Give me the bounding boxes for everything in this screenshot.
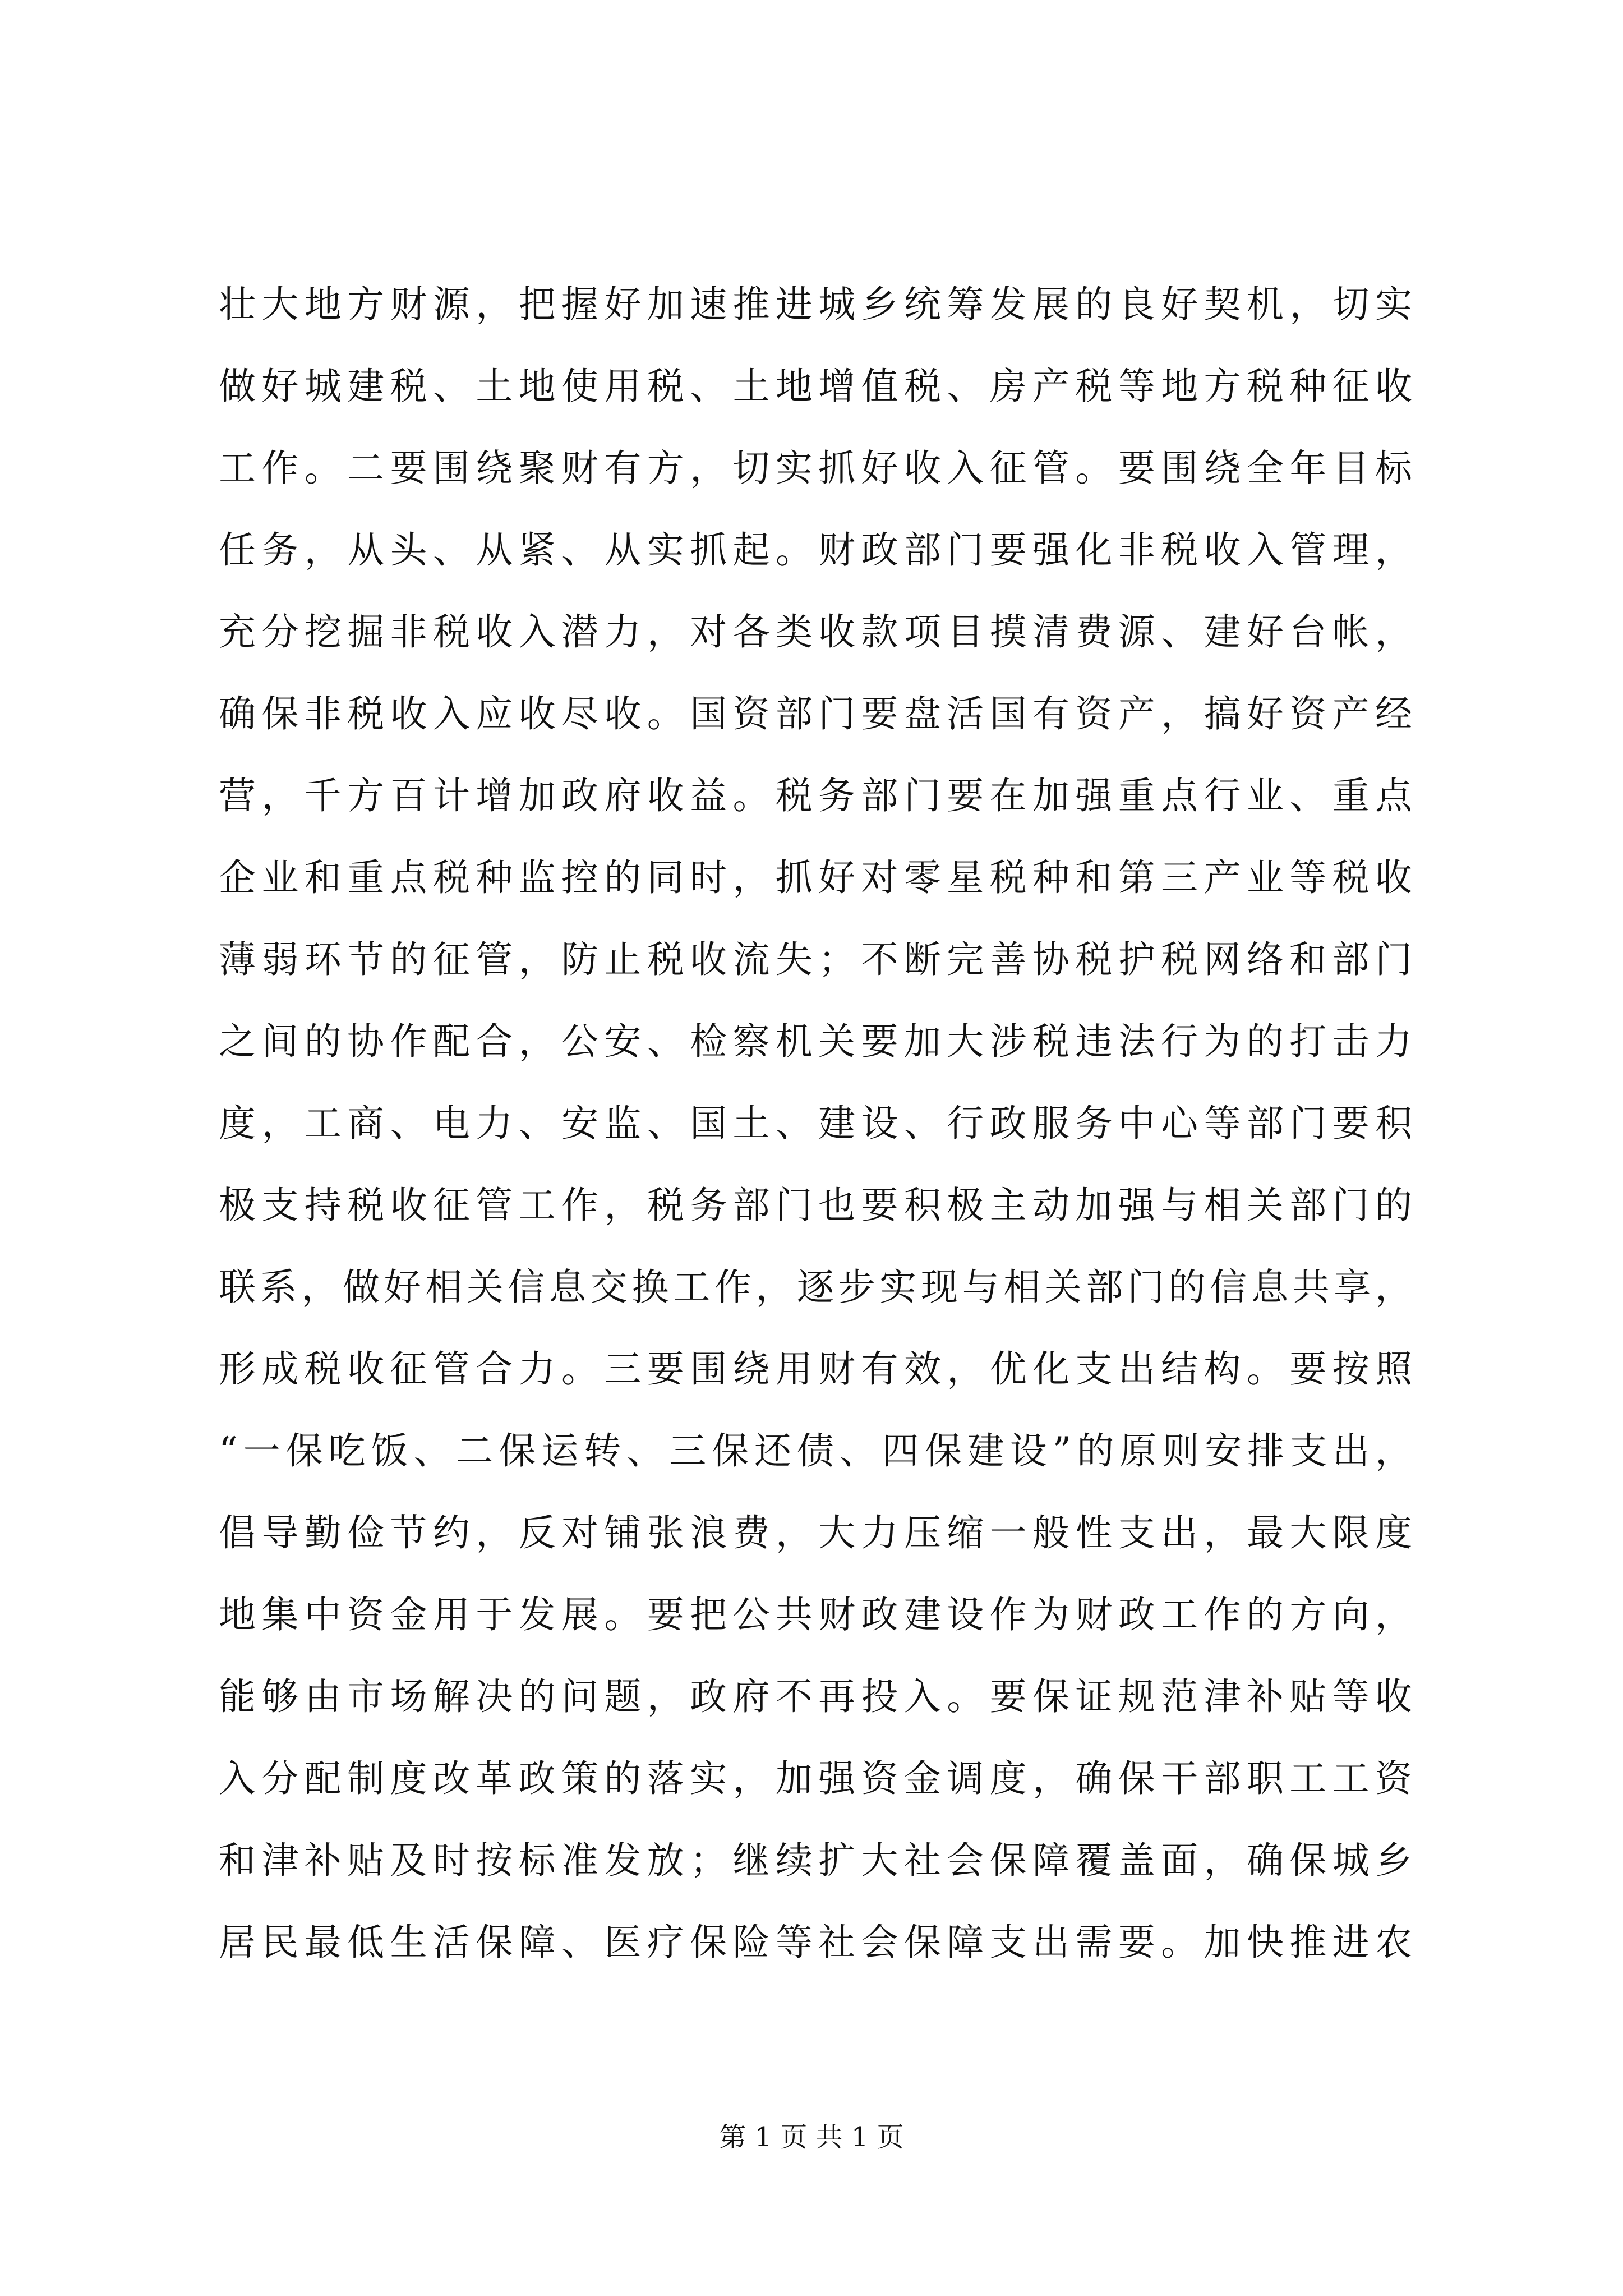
text-line: 壮大地方财源，把握好加速推进城乡统筹发展的良好契机，切实 <box>219 283 1413 326</box>
text-line: “一保吃饭、二保运转、三保还债、四保建设”的原则安排支出， <box>219 1429 1413 1473</box>
text-line: 度，工商、电力、安监、国土、建设、行政服务中心等部门要积 <box>219 1102 1413 1145</box>
body-text <box>219 264 1413 1984</box>
text-line: 之间的协作配合，公安、检察机关要加大涉税违法行为的打击力 <box>219 1020 1413 1063</box>
text-line: 联系，做好相关信息交换工作，逐步实现与相关部门的信息共享， <box>219 1266 1413 1309</box>
text-line: 入分配制度改革政策的落实，加强资金调度，确保干部职工工资 <box>219 1757 1413 1800</box>
text-line: 能够由市场解决的问题，政府不再投入。要保证规范津补贴等收 <box>219 1675 1413 1718</box>
text-line: 极支持税收征管工作，税务部门也要积极主动加强与相关部门的 <box>219 1184 1413 1227</box>
page-footer <box>0 2120 1623 2154</box>
page-number-label: 第 1 页 共 1 页 <box>719 2122 904 2153</box>
text-line: 企业和重点税种监控的同时，抓好对零星税种和第三产业等税收 <box>219 856 1413 899</box>
text-line: 做好城建税、土地使用税、土地增值税、房产税等地方税种征收 <box>219 365 1413 408</box>
text-line: 倡导勤俭节约，反对铺张浪费，大力压缩一般性支出，最大限度 <box>219 1511 1413 1554</box>
text-line: 确保非税收入应收尽收。国资部门要盘活国有资产，搞好资产经 <box>219 692 1413 735</box>
text-line: 任务，从头、从紧、从实抓起。财政部门要强化非税收入管理， <box>219 528 1413 572</box>
text-line: 薄弱环节的征管，防止税收流失；不断完善协税护税网络和部门 <box>219 938 1413 981</box>
text-line: 工作。二要围绕聚财有方，切实抓好收入征管。要围绕全年目标 <box>219 447 1413 490</box>
text-line: 充分挖掘非税收入潜力，对各类收款项目摸清费源、建好台帐， <box>219 610 1413 654</box>
text-line: 形成税收征管合力。三要围绕用财有效，优化支出结构。要按照 <box>219 1347 1413 1391</box>
text-line: 和津补贴及时按标准发放；继续扩大社会保障覆盖面，确保城乡 <box>219 1839 1413 1882</box>
text-line: 居民最低生活保障、医疗保险等社会保障支出需要。加快推进农 <box>219 1921 1413 1964</box>
text-line: 地集中资金用于发展。要把公共财政建设作为财政工作的方向， <box>219 1593 1413 1636</box>
text-line: 营，千方百计增加政府收益。税务部门要在加强重点行业、重点 <box>219 774 1413 817</box>
